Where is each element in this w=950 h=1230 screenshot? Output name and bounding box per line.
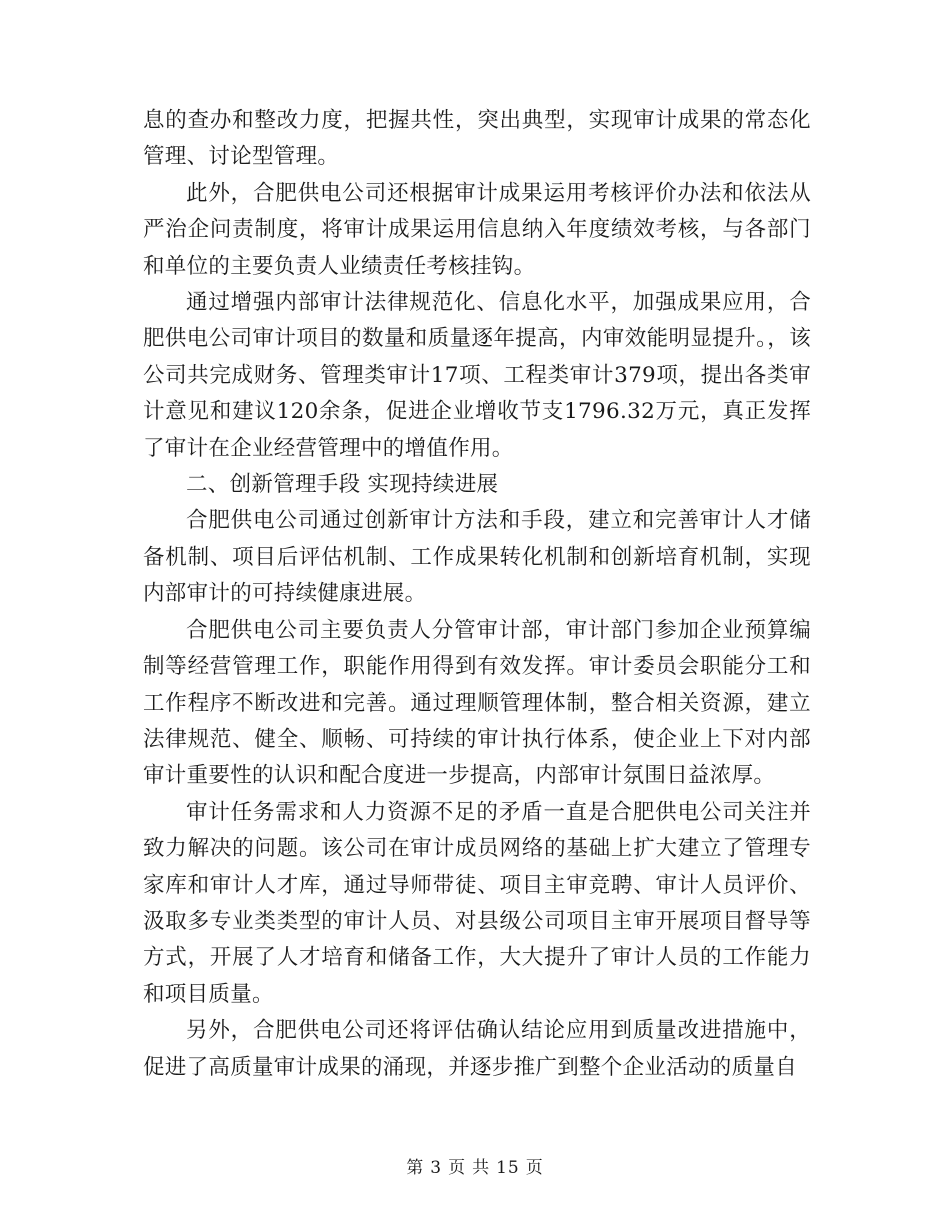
footer-page-word: 页 <box>448 1158 467 1178</box>
document-body <box>143 103 811 1086</box>
footer-total-word: 共 <box>472 1158 491 1178</box>
paragraph: 审计任务需求和人力资源不足的矛盾一直是合肥供电公司关注并致力解决的问题。该公司在审计成员网络的基础上扩大建立了管理专家库和审计人才库，通过导师带徒、项目主审竞聘、审计人员评价、汲取多专业类类型的审计人员、对县级公司项目主审开展项目督导等方式，开展了人才培育和储备工作，大大提升了审计人员的工作能力和项目质量。 <box>143 799 811 1007</box>
page-footer <box>0 1153 950 1178</box>
footer-current-page: 3 <box>430 1158 443 1178</box>
paragraph: 另外，合肥供电公司还将评估确认结论应用到质量改进措施中，促进了高质量审计成果的涌现，并逐步推广到整个企业活动的质量自 <box>143 1018 811 1080</box>
paragraph: 合肥供电公司通过创新审计方法和手段，建立和完善审计人才储备机制、项目后评估机制、工作成果转化机制和创新培育机制，实现内部审计的可持续健康进展。 <box>143 508 811 607</box>
paragraph: 此外，合肥供电公司还根据审计成果运用考核评价办法和依法从严治企问责制度，将审计成果运用信息纳入年度绩效考核，与各部门和单位的主要负责人业绩责任考核挂钩。 <box>143 180 811 279</box>
paragraph-continued: 息的查办和整改力度，把握共性，突出典型，实现审计成果的常态化管理、讨论型管理。 <box>143 108 811 170</box>
footer-suffix: 页 <box>525 1158 544 1178</box>
footer-total-pages: 15 <box>496 1158 520 1178</box>
footer-prefix: 第 <box>406 1158 425 1178</box>
paragraph: 通过增强内部审计法律规范化、信息化水平，加强成果应用，合肥供电公司审计项目的数量和质量逐年提高，内审效能明显提升。，该公司共完成财务、管理类审计17项、工程类审计379项，提出各类审计意见和建议120余条，促进企业增收节支1796.32万元，真正发挥了审计在企业经营管理中的增值作用。 <box>143 290 811 461</box>
section-heading: 二、创新管理手段 实现持续进展 <box>186 472 499 498</box>
paragraph: 合肥供电公司主要负责人分管审计部，审计部门参加企业预算编制等经营管理工作，职能作用得到有效发挥。审计委员会职能分工和工作程序不断改进和完善。通过理顺管理体制，整合相关资源，建立法律规范、健全、顺畅、可持续的审计执行体系，使企业上下对内部审计重要性的认识和配合度进一步提高，内部审计氛围日益浓厚。 <box>143 617 811 789</box>
